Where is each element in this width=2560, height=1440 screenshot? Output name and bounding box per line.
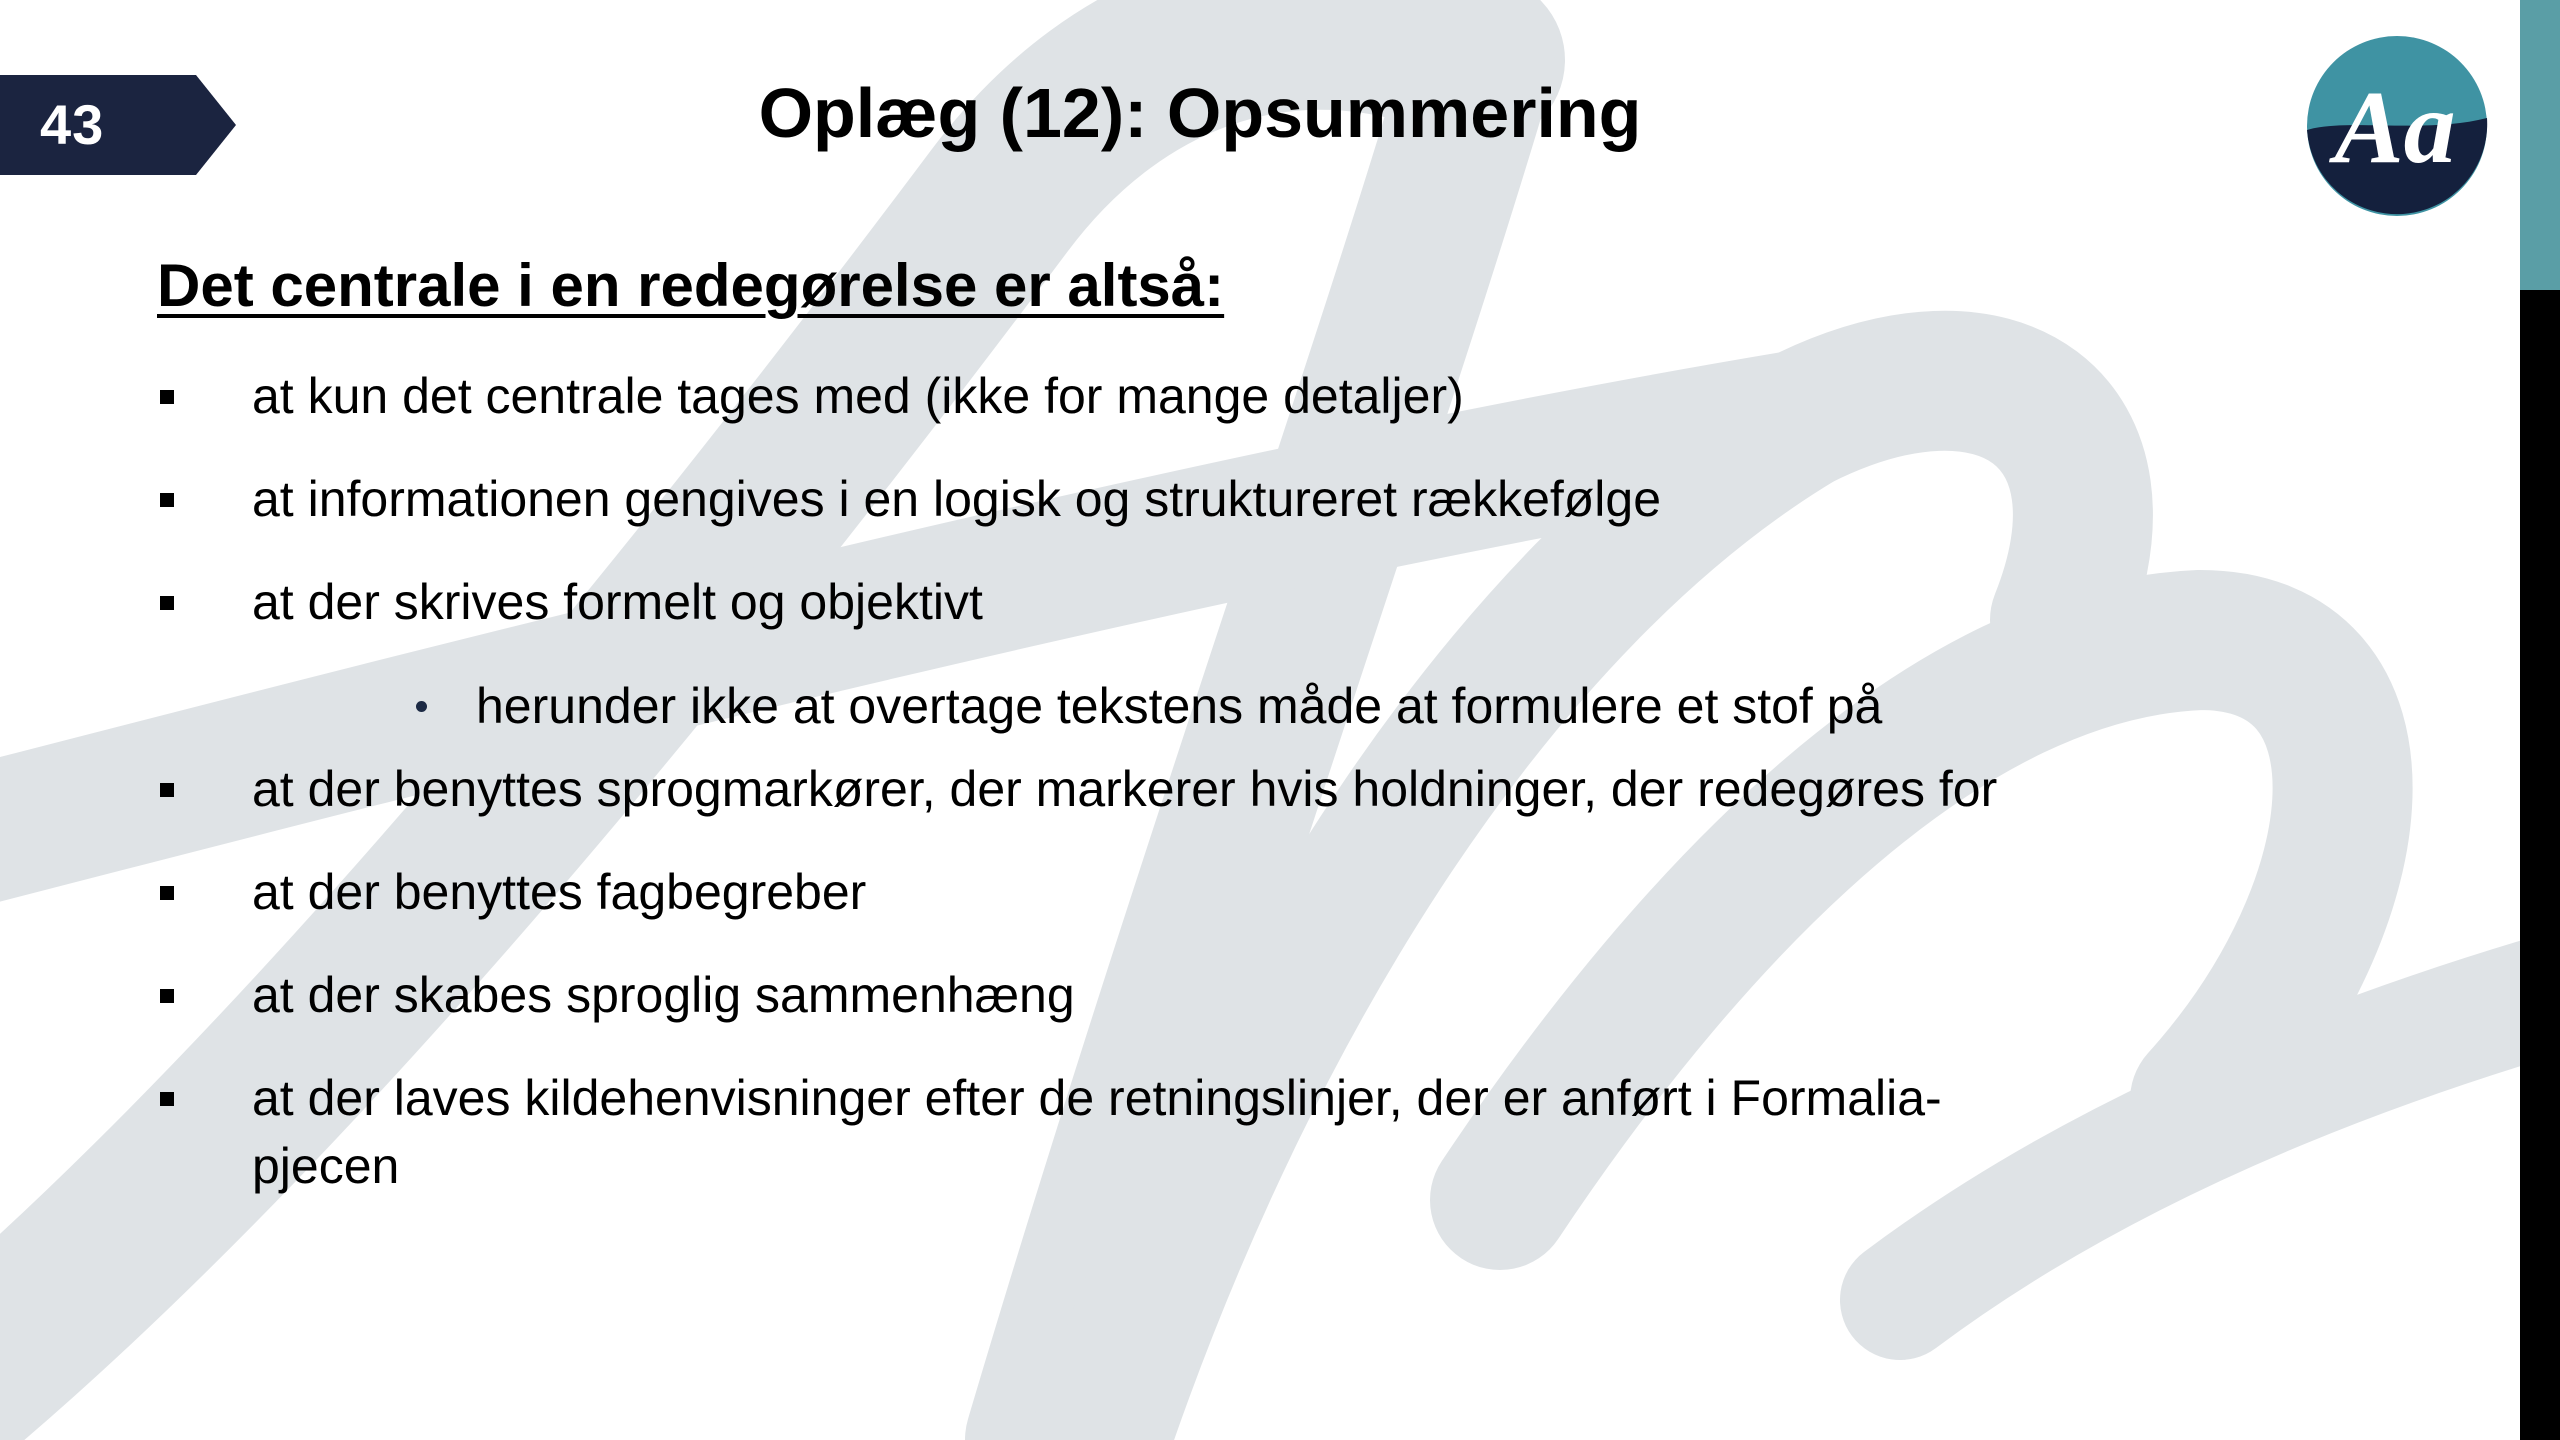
list-item-text: at kun det centrale tages med (ikke for mange detaljer) [252,368,1464,424]
square-bullet-icon [160,493,174,507]
list-item-text: at der laves kildehenvisninger efter de retningslinjer, der er anført i Formalia- [252,1070,1942,1126]
list-item-text: at der benyttes sprogmarkører, der markerer hvis holdninger, der redegøres for [252,761,1998,817]
square-bullet-icon [160,390,174,404]
square-bullet-icon [160,783,174,797]
square-bullet-icon [160,596,174,610]
slide-number: 43 [40,93,105,156]
square-bullet-icon [160,989,174,1003]
list-item-text: at der skrives formelt og objektivt [252,574,983,630]
list-item-text: at der skabes sproglig sammenhæng [252,967,1075,1023]
square-bullet-icon [160,886,174,900]
svg-text:Aa: Aa [2334,70,2456,185]
round-bullet-icon [416,701,427,712]
edge-accent-bar [2520,0,2560,290]
sub-list-item-text: herunder ikke at overtage tekstens måde at formulere et stof på [476,678,1883,734]
square-bullet-icon [160,1092,174,1106]
aa-monogram-logo [2305,34,2489,218]
slide-number-badge [0,75,236,175]
edge-dark-bar [2520,290,2560,1440]
list-item-text: at der benyttes fagbegreber [252,864,867,920]
list-item-text: at informationen gengives i en logisk og struktureret rækkefølge [252,471,1662,527]
page-title: Oplæg (12): Opsummering [758,74,1642,152]
section-heading: Det centrale i en redegørelse er altså: [157,252,1225,319]
list-item-text-continuation: pjecen [252,1138,400,1194]
